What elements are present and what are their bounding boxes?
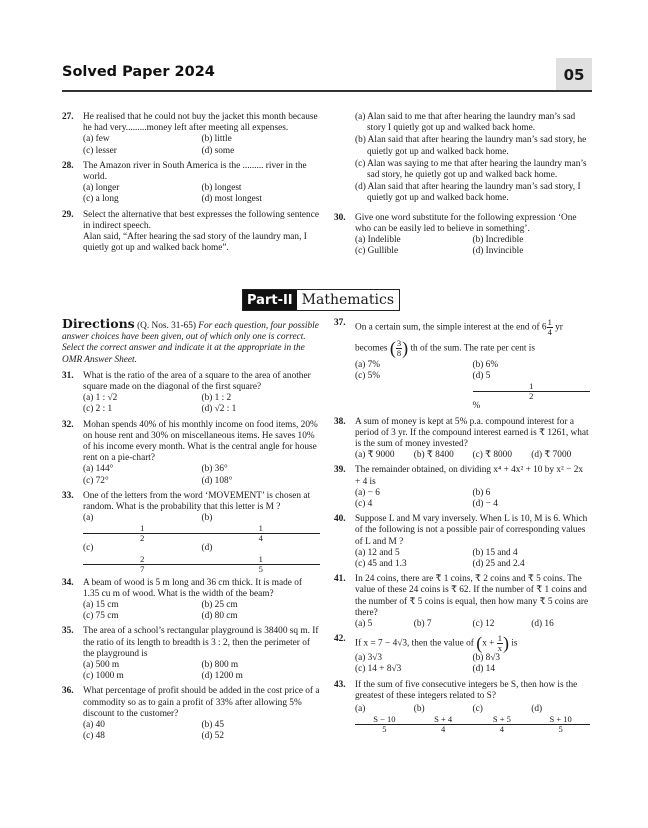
question-number: 34. <box>62 577 74 588</box>
question-number: 42. <box>334 634 346 645</box>
option-d: (d) most longest <box>201 194 262 205</box>
option-a: (a) 12 and 5 <box>355 547 400 558</box>
question-text: A sum of money is kept at 5% p.a. compound interest for a period of 3 yr. If the compound interest earned is ₹ 1261, what is the sum of money invested? <box>355 416 589 450</box>
option-d: (d) 1 5 <box>202 543 321 573</box>
question-36 <box>62 686 320 742</box>
option-d: (d) 5 1 2 % <box>473 371 591 412</box>
option-b: (b) 8√3 <box>472 653 501 664</box>
option-c: (c) a long <box>83 194 119 205</box>
option-d: (d) ₹ 7000 <box>531 450 572 461</box>
part-subject: Mathematics <box>301 292 395 308</box>
options-grid <box>355 450 590 461</box>
fraction: S − 10 5 <box>355 715 414 734</box>
question-number: 37. <box>334 318 346 328</box>
question-37 <box>334 318 590 413</box>
option-c: (c) 72° <box>83 475 109 486</box>
directions-text: For each question, four possible answer choices have been given, out of which only one is correct. Select the correct answer and indicate it at the appropriate in the OMR Answer Sheet. <box>62 321 319 365</box>
right-paren: ) <box>402 337 409 358</box>
option-d: (d) S + 10 5 <box>531 704 590 734</box>
question-number: 31. <box>62 370 74 381</box>
options-grid <box>355 653 590 675</box>
option-a: (a) 15 cm <box>83 600 119 611</box>
option-a: (a) S − 10 5 <box>355 704 414 734</box>
part-label: Part-II <box>243 290 297 310</box>
option-d: (d) 1200 m <box>201 671 243 682</box>
option-d: (d) 80 cm <box>201 611 238 622</box>
question-38 <box>334 417 590 462</box>
option-b: (b) 800 m <box>201 660 239 671</box>
option-c: (c) Alan was saying to me that after hearing the laundry man’s sad story, he quietly got up and walked back home. <box>355 158 587 181</box>
question-number: 43. <box>334 679 346 690</box>
question-39 <box>334 465 590 510</box>
question-text: What percentage of profit should be added in the cost price of a commodity so as to gain a profit of 33% after allowing 5% discount to the customer? <box>83 686 320 719</box>
option-b: (b) Alan said that after hearing the laundry man’s sad story, he quietly got up and walked back home. <box>355 135 587 157</box>
option-c: (c) lesser <box>83 145 117 156</box>
option-a: (a) 7% <box>355 360 381 370</box>
option-c: (c) S + 5 4 <box>473 704 532 734</box>
question-text: The Amazon river in South America is the ......... river in the world. <box>83 160 307 183</box>
question-number: 41. <box>334 574 346 585</box>
right-column-top <box>334 112 590 261</box>
question-34 <box>62 578 320 623</box>
fraction: 1 4 <box>202 524 321 543</box>
question-text: Suppose L and M vary inversely. When L is 10, M is 6. Which of the following is not a possible pair of corresponding values of L and M ? <box>355 514 588 547</box>
question-text: Give one word substitute for the following expression ‘One who can be easily led to believe in something’. <box>355 212 577 234</box>
options-grid <box>83 660 320 682</box>
question-number: 35. <box>62 626 74 637</box>
question-number: 40. <box>334 514 346 525</box>
question-number: 33. <box>62 490 74 501</box>
fraction: $\frac{3}{8}$ <box>396 338 402 358</box>
question-text-line2: becomes ( $\frac{3}{8}$ ) th of the sum. The rate per cent is <box>355 337 535 358</box>
option-b: (b) ₹ 8400 <box>413 450 454 461</box>
options-grid <box>83 134 320 156</box>
options-grid <box>83 600 320 622</box>
fraction: $\frac{1}{4}$ <box>547 317 552 337</box>
option-d: (d) 25 and 2.4 <box>472 559 525 570</box>
option-d: (d) 16 <box>531 619 554 630</box>
question-text: On a certain sum, the simple interest at the end of 6 $\frac{1}{4}$ yr <box>355 317 563 337</box>
option-c: (c) 1000 m <box>83 671 124 682</box>
option-b: (b) 15 and 4 <box>472 547 518 558</box>
options-grid <box>355 488 590 510</box>
option-a: (a) 1 2 <box>83 513 202 543</box>
option-d: (d) some <box>201 145 235 156</box>
option-c: (c) 5% <box>355 371 381 382</box>
question-number: 30. <box>334 212 346 223</box>
part-banner <box>242 289 400 311</box>
question-33 <box>62 491 320 574</box>
option-c: (c) 45 and 1.3 <box>355 559 407 570</box>
option-a: (a) 5 <box>355 619 373 630</box>
question-29-options <box>334 112 590 205</box>
option-a: (a) few <box>83 134 110 145</box>
options-grid <box>355 360 590 413</box>
option-c: (c) ₹ 8000 <box>472 450 512 461</box>
question-number: 38. <box>334 416 346 427</box>
option-a: (a) − 6 <box>355 487 380 498</box>
directions-heading: Directions <box>62 316 135 331</box>
option-b: (b) 1 4 <box>202 513 321 543</box>
option-b: (b) little <box>201 134 232 145</box>
page-title: Solved Paper 2024 <box>62 64 215 80</box>
option-c: (c) 14 + 8√3 <box>355 664 402 675</box>
option-d: (d) Invincible <box>472 246 524 257</box>
question-text: The area of a school’s rectangular playground is 38400 sq m. If the ratio of its length to breadth is 3 : 2, then the perimeter of the playground is <box>83 626 319 659</box>
option-b: (b) longest <box>201 183 242 194</box>
options-grid <box>83 464 320 486</box>
question-27 <box>62 112 320 157</box>
option-c: (c) 75 cm <box>83 611 119 622</box>
options-grid <box>83 513 320 573</box>
option-b: (b) 36° <box>201 464 228 475</box>
question-40 <box>334 514 590 570</box>
option-b: (b) 45 <box>201 720 224 731</box>
question-text: The remainder obtained, on dividing x⁴ + 4x² + 10 by x² − 2x + 4 is <box>355 465 584 487</box>
question-42 <box>334 634 590 675</box>
option-d: (d) Alan said that after hearing the laundry man’s sad story, I quietly got up and walked back home. <box>355 182 581 204</box>
question-text: Select the alternative that best expresses the following sentence in indirect speech. <box>83 209 319 231</box>
question-number: 39. <box>334 465 346 476</box>
directions-range: (Q. Nos. 31-65) <box>137 321 196 331</box>
option-c: (c) Gullible <box>355 246 399 257</box>
fraction: 1 5 <box>202 555 321 574</box>
option-a: (a) Alan said to me that after hearing the laundry man’s sad story I quietly got up and walked back home. <box>355 112 576 134</box>
question-text: Mohan spends 40% of his monthly income on food items, 20% on house rent and 30% on miscellaneous items. He saves 10% of his income every month. What is the central angle for house rent on a pie-chart? <box>83 419 318 464</box>
question-text: In 24 coins, there are ₹ 1 coins, ₹ 2 coins and ₹ 5 coins. The value of these 24 coins is ₹ 62. If the number of ₹ 1 coins and the number of ₹ 5 coins is equal, then how many ₹ 5 coins are there? <box>355 574 589 618</box>
option-d: (d) 52 <box>201 731 224 742</box>
question-43 <box>334 680 590 735</box>
question-35 <box>62 626 320 682</box>
option-b: (b) 7 <box>413 619 432 630</box>
question-number: 32. <box>62 419 74 430</box>
option-b: (b) Incredible <box>472 235 524 246</box>
option-d: (d) √2 : 1 <box>201 404 237 415</box>
option-a: (a) 500 m <box>83 660 120 671</box>
question-quote: Alan said, “After hearing the sad story of the laundry man, I quietly got up and walked back home”. <box>83 232 307 254</box>
right-paren: ) <box>502 633 509 654</box>
option-d: (d) − 4 <box>472 499 498 510</box>
question-text: One of the letters from the word ‘MOVEMENT’ is chosen at random. What is the probability that this letter is M ? <box>83 490 311 513</box>
option-b: (b) S + 4 4 <box>414 704 473 734</box>
option-a: (a) 144° <box>83 464 114 475</box>
left-column-math <box>62 318 320 747</box>
question-number: 29. <box>62 209 74 220</box>
option-c: (c) 48 <box>83 731 105 742</box>
question-31 <box>62 371 320 416</box>
options-grid <box>83 183 320 205</box>
option-a: (a) longer <box>83 183 120 194</box>
option-b: (b) 6% <box>472 360 499 370</box>
option-d: (d) 108° <box>201 475 233 486</box>
left-paren: ( <box>389 337 396 358</box>
option-a: (a) ₹ 9000 <box>355 450 395 461</box>
right-column-math <box>334 318 590 738</box>
fraction: S + 4 4 <box>414 715 473 734</box>
option-c: (c) 2 : 1 <box>83 404 113 415</box>
option-a: (a) 40 <box>83 720 105 731</box>
option-b: (b) 6 <box>472 487 491 498</box>
left-column-top <box>62 112 320 258</box>
question-text: He realised that he could not buy the jacket this month because he had very.........money left after meeting all expenses. <box>83 112 318 134</box>
question-41 <box>334 574 590 630</box>
question-28 <box>62 161 320 206</box>
question-number: 36. <box>62 686 74 697</box>
options-grid <box>83 720 320 742</box>
question-number: 27. <box>62 112 74 122</box>
fraction: 2 7 <box>83 555 202 574</box>
question-text: If x = 7 − 4√3, then the value of (x + $\frac{1}{x}$ ) is <box>355 633 518 654</box>
option-d: (d) 14 <box>472 664 495 675</box>
directions-block <box>62 318 320 366</box>
header-divider <box>62 90 592 92</box>
options-grid <box>355 704 590 734</box>
question-30 <box>334 213 590 258</box>
fraction: S + 5 4 <box>473 715 532 734</box>
fraction: 1 2 <box>473 382 591 401</box>
page-header <box>0 58 648 92</box>
page-number-badge: 05 <box>556 58 592 92</box>
fraction: 1 2 <box>83 524 202 543</box>
option-a: (a) Indelible <box>355 235 401 246</box>
option-a: (a) 3√3 <box>355 653 383 664</box>
option-b: (b) 25 cm <box>201 600 238 611</box>
option-c: (c) 4 <box>355 499 373 510</box>
question-number: 28. <box>62 160 74 171</box>
option-b: (b) 1 : 2 <box>201 393 232 404</box>
question-text: If the sum of five consecutive integers be S, then how is the greatest of these integers related to S? <box>355 679 578 701</box>
option-c: (c) 12 <box>472 619 495 630</box>
fraction: $\frac{1}{x}$ <box>497 633 502 654</box>
options-grid <box>355 548 590 570</box>
fraction: S + 10 5 <box>531 715 590 734</box>
option-c: (c) 2 7 <box>83 543 202 573</box>
options-grid <box>355 235 590 257</box>
question-text: A beam of wood is 5 m long and 36 cm thick. It is made of 1.35 cu m of wood. What is the width of the beam? <box>83 577 302 599</box>
options-grid <box>83 393 320 415</box>
question-32 <box>62 420 320 487</box>
question-29 <box>62 210 320 255</box>
left-paren: ( <box>476 633 483 654</box>
option-a: (a) 1 : √2 <box>83 393 118 404</box>
options-grid <box>355 619 590 630</box>
question-text: What is the ratio of the area of a square to the area of another square made on the diagonal of the first square? <box>83 370 311 393</box>
